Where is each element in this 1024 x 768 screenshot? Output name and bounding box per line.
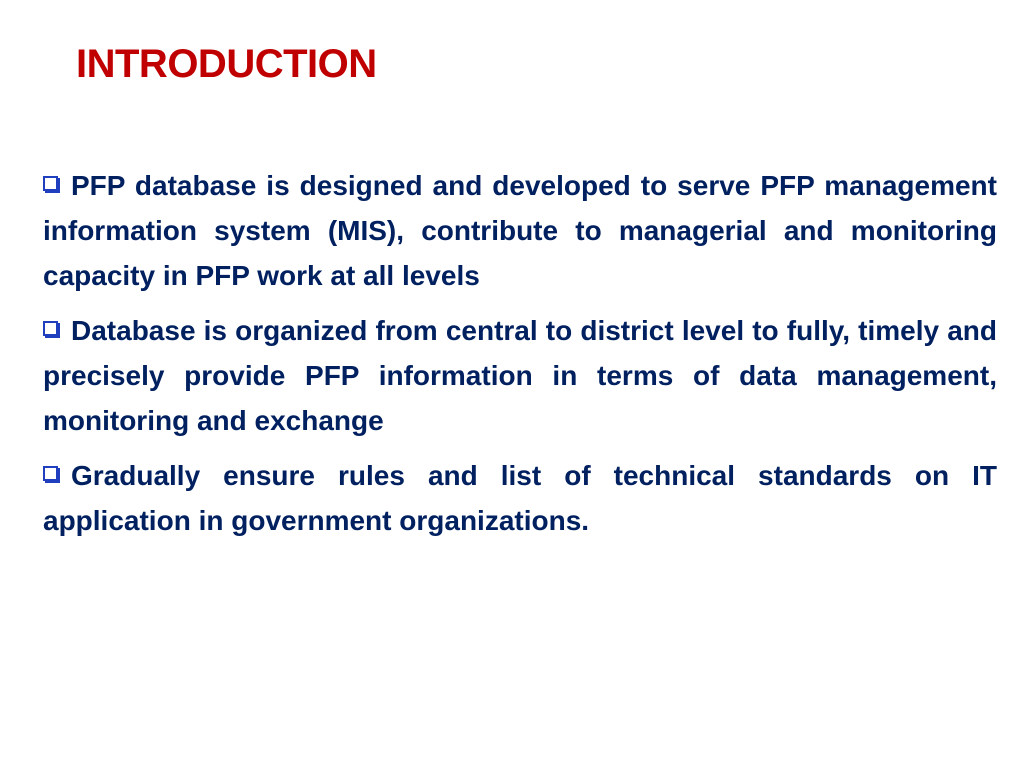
bullet-text: PFP database is designed and developed to serve PFP management information system (MIS), contribute to managerial and monitoring capacity in PFP work at all levels	[43, 170, 997, 291]
hollow-square-bullet-icon	[43, 321, 58, 336]
bullet-item	[43, 163, 997, 298]
bullet-text: Gradually ensure rules and list of technical standards on IT application in government organizations.	[43, 460, 997, 536]
bullet-item	[43, 308, 997, 443]
bullet-list	[43, 163, 997, 553]
slide-title: INTRODUCTION	[76, 42, 377, 86]
hollow-square-bullet-icon	[43, 466, 58, 481]
bullet-text: Database is organized from central to district level to fully, timely and precisely provide PFP information in terms of data management, monitoring and exchange	[43, 315, 997, 436]
bullet-item	[43, 453, 997, 543]
hollow-square-bullet-icon	[43, 176, 58, 191]
